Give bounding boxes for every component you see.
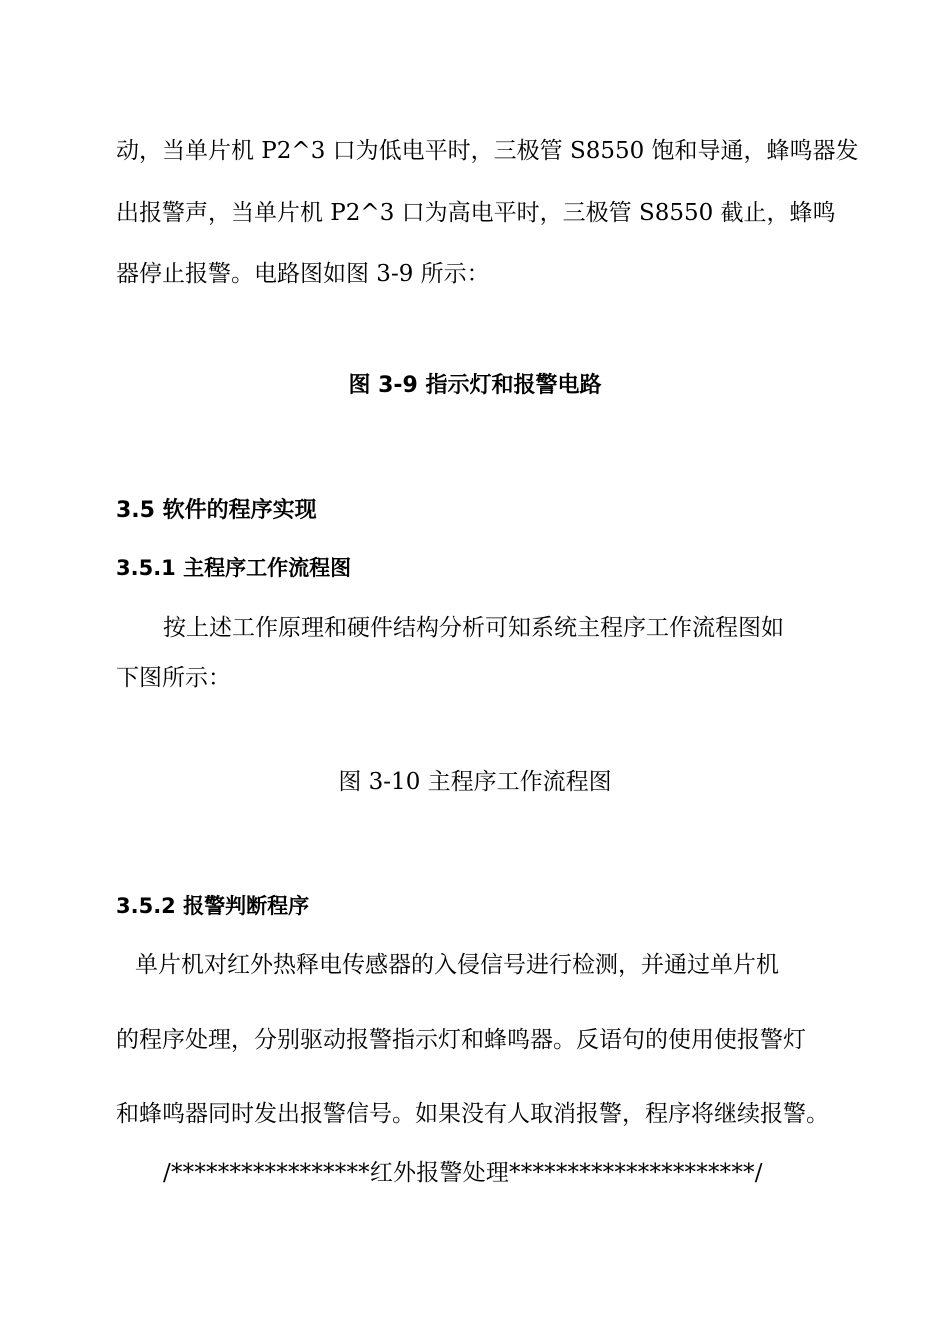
paragraph-line: 的程序处理，分别驱动报警指示灯和蜂鸣器。反语句的使用使报警灯 — [116, 1027, 806, 1053]
figure-caption: 图 3-9 指示灯和报警电路 — [348, 373, 602, 398]
paragraph-line: 和蜂鸣器同时发出报警信号。如果没有人取消报警，程序将继续报警。 — [116, 1101, 829, 1127]
paragraph-line: 下图所示： — [116, 665, 231, 691]
paragraph-line: 单片机对红外热释电传感器的入侵信号进行检测，并通过单片机 — [135, 952, 779, 978]
subsection-heading: 3.5.1 主程序工作流程图 — [116, 556, 352, 580]
paragraph-line: 动，当单片机 P2^3 口为低电平时，三极管 S8550 饱和导通，蜂鸣器发 — [116, 138, 859, 164]
paragraph-line: 出报警声，当单片机 P2^3 口为高电平时，三极管 S8550 截止，蜂鸣 — [116, 200, 836, 226]
subsection-heading: 3.5.2 报警判断程序 — [116, 894, 310, 918]
figure-caption: 图 3-10 主程序工作流程图 — [338, 769, 612, 795]
paragraph-line: 按上述工作原理和硬件结构分析可知系统主程序工作流程图如 — [163, 615, 784, 641]
code-comment: /*****************红外报警处理*********************/ — [163, 1160, 763, 1186]
section-heading: 3.5 软件的程序实现 — [116, 498, 317, 523]
paragraph-line: 器停止报警。电路图如图 3-9 所示： — [116, 261, 490, 287]
